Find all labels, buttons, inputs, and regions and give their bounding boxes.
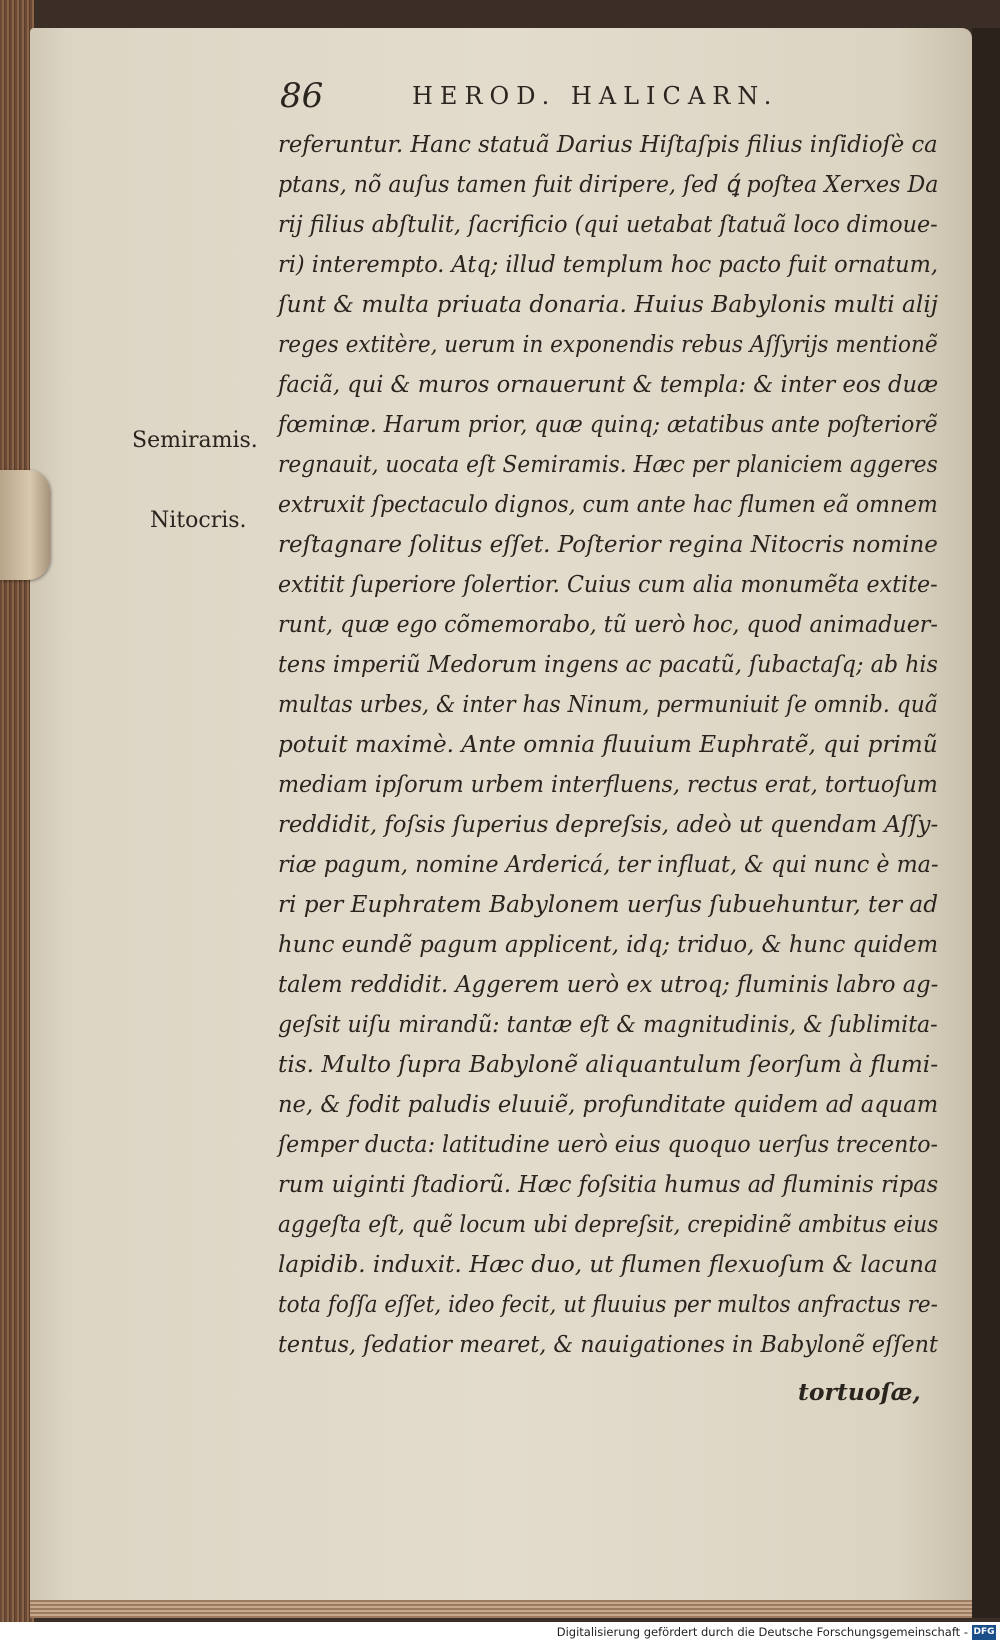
margin-note-nitocris: Nitocris.	[150, 508, 247, 533]
text-line: ri per Euphratem Babylonem uerſus ſubuehuntur, ter ad	[278, 890, 938, 918]
footer-bar	[0, 1622, 1000, 1645]
text-line: reddidit, foſsis ſuperius depreſsis, adeò ut quendam Aſſy-	[278, 810, 939, 838]
text-line: mediam ipſorum urbem interfluens, rectus erat, tortuoſum	[278, 770, 938, 798]
text-line: lapidib. induxit. Hæc duo, ut flumen flexuoſum & lacuna	[278, 1250, 938, 1278]
text-line: rum uiginti ſtadiorũ. Hæc foſsitia humus ad fluminis ripas	[278, 1170, 939, 1198]
text-line: referuntur. Hanc statuã Darius Hiſtaſpis filius inſidioſè ca	[278, 130, 938, 158]
text-line: faciã, qui & muros ornauerunt & templa: & inter eos duæ	[278, 370, 939, 398]
text-line: rij filius abſtulit, ſacrificio (qui uetabat ſtatuã loco dimoue-	[278, 210, 938, 238]
book-gutter	[972, 28, 1000, 1618]
text-line: riæ pagum, nomine Ardericá, ter influat, & qui nunc è ma-	[278, 850, 939, 878]
text-line: tens imperiũ Medorum ingens ac pacatũ, ſubactaſq; ab his	[278, 650, 938, 678]
book-fore-edge	[0, 0, 34, 1645]
text-line: ne, & fodit paludis eluuiẽ, profunditate quidem ad aquam	[278, 1090, 939, 1118]
running-head: HEROD. HALICARN.	[412, 82, 779, 110]
text-line: reges extitère, uerum in exponendis rebus Aſſyrijs mentionẽ	[278, 330, 938, 358]
text-line: ptans, nõ auſus tamen fuit diripere, ſed ꝗ́ poſtea Xerxes Da	[278, 170, 939, 198]
text-line: extruxit ſpectaculo dignos, cum ante hac flumen eã omnem	[278, 490, 938, 518]
text-line: tentus, ſedatior mearet, & nauigationes in Babylonẽ eſſent	[278, 1330, 938, 1358]
text-line: hunc eundẽ pagum applicent, idq; triduo, & hunc quidem	[278, 930, 939, 958]
text-line: talem reddidit. Aggerem uerò ex utroq; fluminis labro ag-	[278, 970, 939, 998]
book-clasp	[0, 470, 50, 580]
page-number: 86	[280, 76, 324, 116]
text-line: multas urbes, & inter has Ninum, permuniuit ſe omnib. quã	[278, 690, 938, 718]
page-bottom-edge	[30, 1600, 972, 1618]
text-line: regnauit, uocata eſt Semiramis. Hæc per planiciem aggeres	[278, 450, 938, 478]
page-header	[280, 76, 940, 122]
dfg-logo: DFG	[972, 1625, 996, 1640]
text-line: potuit maximè. Ante omnia fluuium Euphratẽ, qui primũ	[278, 730, 938, 758]
text-line: tis. Multo ſupra Babylonẽ aliquantulum ſeorſum à flumi-	[278, 1050, 939, 1078]
text-line: extitit ſuperiore ſolertior. Cuius cum alia monumẽta extite-	[278, 570, 938, 598]
text-line: ſunt & multa priuata donaria. Huius Babylonis multi alij	[278, 290, 938, 318]
text-line: reſtagnare ſolitus eſſet. Poſterior regina Nitocris nomine	[278, 530, 938, 558]
catchword: tortuoſæ,	[798, 1378, 921, 1406]
margin-note-semiramis: Semiramis.	[132, 428, 258, 453]
text-line: runt, quæ ego cõmemorabo, tũ uerò hoc, quod animaduer-	[278, 610, 938, 638]
funding-credit: Digitalisierung gefördert durch die Deutsche Forschungsgemeinschaft -	[556, 1625, 968, 1639]
text-line: ſemper ducta: latitudine uerò eius quoquo uerſus trecento-	[278, 1130, 938, 1158]
text-line: fœminæ. Harum prior, quæ quinq; ætatibus ante poſteriorẽ	[278, 410, 938, 438]
text-line: tota foſſa eſſet, ideo fecit, ut fluuius per multos anfractus re-	[278, 1290, 938, 1318]
text-line: ri) interempto. Atq; illud templum hoc pacto fuit ornatum,	[278, 250, 938, 278]
text-line: geſsit uiſu mirandũ: tantæ eſt & magnitudinis, & ſublimita-	[278, 1010, 938, 1038]
text-line: aggeſta eſt, quẽ locum ubi depreſsit, crepidinẽ ambitus eius	[278, 1210, 939, 1238]
